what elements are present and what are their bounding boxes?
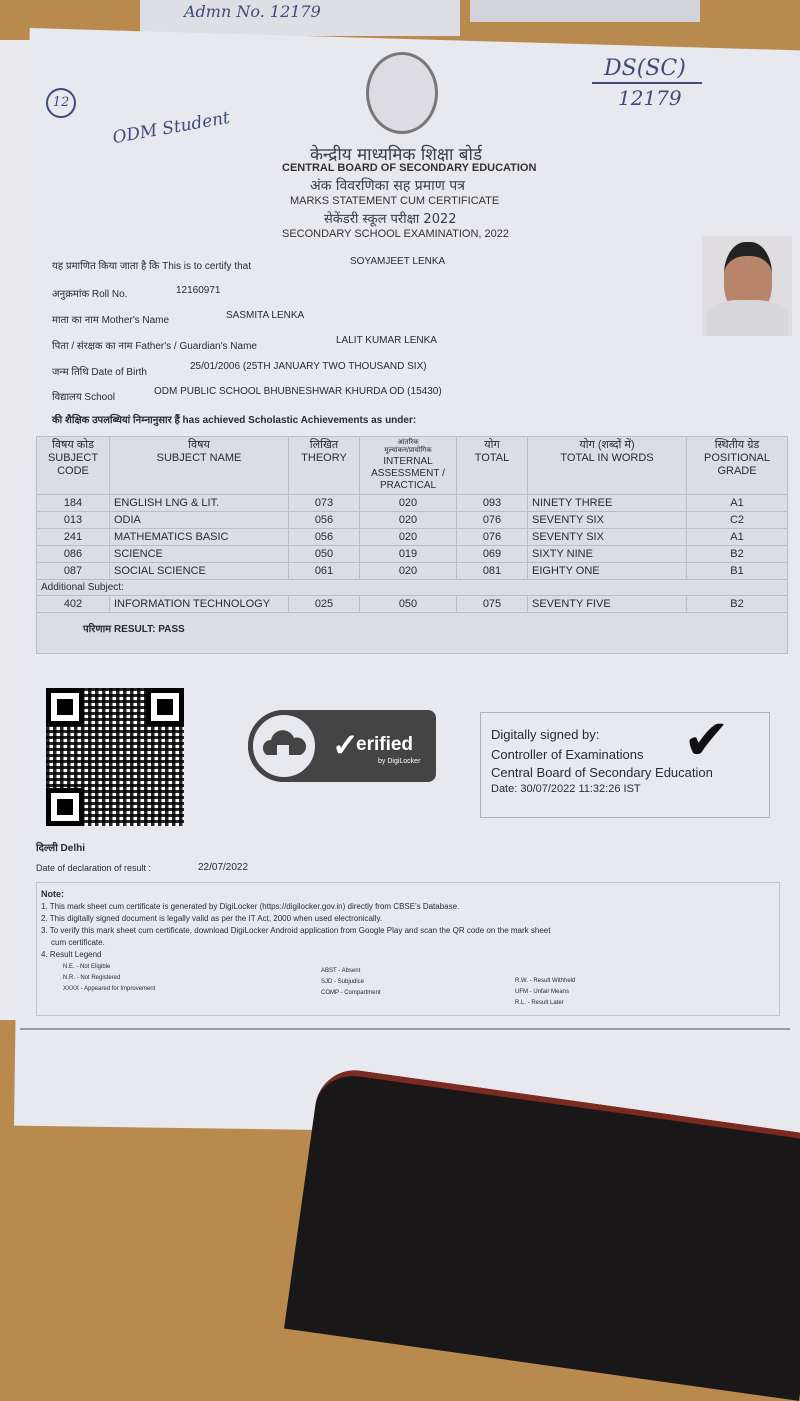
subject-name: ODIA xyxy=(110,511,289,528)
internal-marks: 020 xyxy=(360,528,457,545)
legend-item: XXXX - Appeared for Improvement xyxy=(63,986,156,992)
header-text: THEORY xyxy=(301,452,347,465)
header-text: SUBJECT xyxy=(47,452,99,465)
board-name-hindi: केन्द्रीय माध्यमिक शिक्षा बोर्ड xyxy=(310,145,483,165)
subject-code: 087 xyxy=(37,562,110,579)
cloud-lock-icon xyxy=(253,715,315,777)
document-title-hindi: अंक विवरणिका सह प्रमाण पत्र xyxy=(310,178,465,194)
header-text: POSITIONAL xyxy=(703,452,771,465)
exam-title-english: SECONDARY SCHOOL EXAMINATION, 2022 xyxy=(282,228,509,240)
subject-code: 241 xyxy=(37,528,110,545)
subject-code: 402 xyxy=(37,595,110,612)
roll-number: 12160971 xyxy=(176,285,221,296)
total-in-words: SEVENTY FIVE xyxy=(528,595,687,612)
header-text: मूल्यांकन/प्रायोगिक xyxy=(384,447,432,455)
total-in-words: SEVENTY SIX xyxy=(528,528,687,545)
internal-marks: 020 xyxy=(360,562,457,579)
digilocker-verified-badge xyxy=(248,710,436,782)
cbse-logo xyxy=(366,52,438,134)
notes-title: Note: xyxy=(41,889,64,899)
board-name-english: CENTRAL BOARD OF SECONDARY EDUCATION xyxy=(282,162,537,174)
declaration-label: Date of declaration of result : xyxy=(36,863,152,873)
total-marks: 093 xyxy=(457,494,528,511)
total-marks: 076 xyxy=(457,511,528,528)
header-subject-name xyxy=(110,437,289,495)
header-text: विषय कोड xyxy=(52,439,94,451)
theory-marks: 073 xyxy=(289,494,360,511)
document-title-english: MARKS STATEMENT CUM CERTIFICATE xyxy=(290,195,500,207)
qr-finder xyxy=(46,688,84,726)
header-text: योग xyxy=(484,439,500,451)
legend-item: UFM - Unfair Means xyxy=(515,989,570,995)
header-text: TOTAL IN WORDS xyxy=(560,452,654,465)
subject-code: 086 xyxy=(37,545,110,562)
positional-grade: C2 xyxy=(687,511,788,528)
result-text: परिणाम RESULT: PASS xyxy=(37,612,788,653)
place: दिल्ली Delhi xyxy=(36,843,86,854)
internal-marks: 020 xyxy=(360,494,457,511)
internal-marks: 019 xyxy=(360,545,457,562)
school-name: ODM PUBLIC SCHOOL BHUBNESHWAR KHURDA OD (15430) xyxy=(154,386,442,397)
declaration-date: 22/07/2022 xyxy=(198,862,249,873)
student-photo xyxy=(702,236,792,336)
qr-code xyxy=(46,688,184,826)
internal-marks: 020 xyxy=(360,511,457,528)
legend-item: N.E. - Not Eligible xyxy=(63,964,111,970)
header-total xyxy=(457,437,528,495)
header-total-in-words xyxy=(528,437,687,495)
total-in-words: SIXTY NINE xyxy=(528,545,687,562)
achievements-statement: की शैक्षिक उपलब्धियां निम्नानुसार हैं has achieved Scholastic Achievements as under: xyxy=(52,415,417,426)
table-row xyxy=(37,595,788,612)
legend-column-1 xyxy=(63,962,155,995)
legend-column-3 xyxy=(515,976,575,1009)
subject-code: 184 xyxy=(37,494,110,511)
total-marks: 069 xyxy=(457,545,528,562)
theory-marks: 050 xyxy=(289,545,360,562)
theory-marks: 061 xyxy=(289,562,360,579)
theory-marks: 056 xyxy=(289,511,360,528)
table-row xyxy=(37,511,788,528)
theory-marks: 056 xyxy=(289,528,360,545)
legend-column-2 xyxy=(321,966,381,999)
father-name: LALIT KUMAR LENKA xyxy=(336,335,437,346)
certify-label: यह प्रमाणित किया जाता है कि This is to certify that xyxy=(52,261,252,272)
header-text: आंतरिक xyxy=(397,439,419,446)
note-item: cum certificate. xyxy=(51,938,105,947)
school-label: विद्यालय School xyxy=(52,392,115,403)
footer-rule xyxy=(20,1028,790,1030)
header-text: योग (शब्दों में) xyxy=(579,439,635,451)
header-text: विषय xyxy=(188,439,210,451)
header-theory xyxy=(289,437,360,495)
dob-label: जन्म तिथि Date of Birth xyxy=(52,367,147,378)
marks-table xyxy=(36,436,788,654)
subject-name: ENGLISH LNG & LIT. xyxy=(110,494,289,511)
qr-finder xyxy=(146,688,184,726)
signature-line-2: Controller of Examinations xyxy=(491,747,644,762)
internal-marks: 050 xyxy=(360,595,457,612)
positional-grade: B2 xyxy=(687,595,788,612)
subject-code: 013 xyxy=(37,511,110,528)
handwritten-divider xyxy=(592,82,702,84)
table-header-row xyxy=(37,437,788,495)
table-row xyxy=(37,528,788,545)
mother-label: माता का नाम Mother's Name xyxy=(52,315,170,326)
header-internal xyxy=(360,437,457,495)
header-text: GRADE xyxy=(717,465,757,478)
subject-name: SOCIAL SCIENCE xyxy=(110,562,289,579)
digilocker-cloud-icon xyxy=(248,710,320,782)
signature-line-1: Digitally signed by: xyxy=(491,727,600,742)
total-in-words: EIGHTY ONE xyxy=(528,562,687,579)
legend-item: R.L. - Result Later xyxy=(515,1000,564,1006)
positional-grade: B2 xyxy=(687,545,788,562)
header-text: TOTAL xyxy=(474,452,510,465)
verified-check-icon: ✓ xyxy=(332,727,359,763)
subject-name: INFORMATION TECHNOLOGY xyxy=(110,595,289,612)
total-in-words: SEVENTY SIX xyxy=(528,511,687,528)
note-item: 1. This mark sheet cum certificate is generated by DigiLocker (https://digilocker.gov.in) directly from CBSE's Database. xyxy=(41,902,460,911)
handwritten-admn-no: Admn No. 12179 xyxy=(184,2,321,21)
verified-text: erified xyxy=(356,734,414,755)
positional-grade: A1 xyxy=(687,528,788,545)
date-of-birth: 25/01/2006 (25TH JANUARY TWO THOUSAND SIX) xyxy=(190,361,427,372)
table-row xyxy=(37,562,788,579)
legend-item: R.W. - Result Withheld xyxy=(515,978,576,984)
signature-check-icon: ✔ xyxy=(683,708,730,771)
exam-title-hindi: सेकेंडरी स्कूल परीक्षा 2022 xyxy=(324,212,457,227)
header-text: स्थितीय ग्रेड xyxy=(714,439,760,451)
result-row xyxy=(37,612,788,653)
theory-marks: 025 xyxy=(289,595,360,612)
background-paper-top-right xyxy=(470,0,700,22)
legend-item: COMP - Compartment xyxy=(321,990,381,996)
table-row xyxy=(37,545,788,562)
student-name: SOYAMJEET LENKA xyxy=(350,256,446,267)
additional-subject-label: Additional Subject: xyxy=(37,579,788,595)
header-text: SUBJECT NAME xyxy=(156,452,242,465)
notes-box xyxy=(36,882,780,1016)
header-text: INTERNAL xyxy=(383,455,433,467)
total-marks: 076 xyxy=(457,528,528,545)
note-item: 4. Result Legend xyxy=(41,950,102,959)
handwritten-odm-student: ODM Student xyxy=(111,107,232,149)
total-marks: 081 xyxy=(457,562,528,579)
positional-grade: B1 xyxy=(687,562,788,579)
header-text: लिखित xyxy=(309,439,339,451)
father-label: पिता / संरक्षक का नाम Father's / Guardian's Name xyxy=(52,341,257,352)
subject-name: SCIENCE xyxy=(110,545,289,562)
legend-item: N.R. - Not Registered xyxy=(63,975,121,981)
qr-finder xyxy=(46,788,84,826)
handwritten-ds-number: 12179 xyxy=(618,86,682,110)
table-row xyxy=(37,494,788,511)
total-marks: 075 xyxy=(457,595,528,612)
verified-subtext: by DigiLocker xyxy=(378,758,421,765)
handwritten-ds-sc: DS(SC) xyxy=(604,56,686,81)
header-text: PRACTICAL xyxy=(379,479,437,491)
subject-name: MATHEMATICS BASIC xyxy=(110,528,289,545)
photo-shoulders xyxy=(706,300,788,336)
signature-date: Date: 30/07/2022 11:32:26 IST xyxy=(491,783,641,795)
handwritten-circle-number: 12 xyxy=(46,88,76,118)
header-subject-code xyxy=(37,437,110,495)
digital-signature-box xyxy=(480,708,770,818)
note-item: 2. This digitally signed document is legally valid as per the IT Act, 2000 when used electronically. xyxy=(41,914,383,923)
header-text: ASSESSMENT / xyxy=(371,467,445,479)
additional-subject-row xyxy=(37,579,788,595)
mother-name: SASMITA LENKA xyxy=(226,310,305,321)
note-item: 3. To verify this mark sheet cum certificate, download DigiLocker Android application from Google Play and scan the QR code on the mark sheet xyxy=(41,926,551,935)
legend-item: SJD - Subjudice xyxy=(321,979,365,985)
signature-line-3: Central Board of Secondary Education xyxy=(491,765,713,780)
positional-grade: A1 xyxy=(687,494,788,511)
total-in-words: NINETY THREE xyxy=(528,494,687,511)
legend-item: ABST - Absent xyxy=(321,968,361,974)
roll-label: अनुक्रमांक Roll No. xyxy=(52,289,128,300)
header-positional-grade xyxy=(687,437,788,495)
header-text: CODE xyxy=(57,465,89,478)
